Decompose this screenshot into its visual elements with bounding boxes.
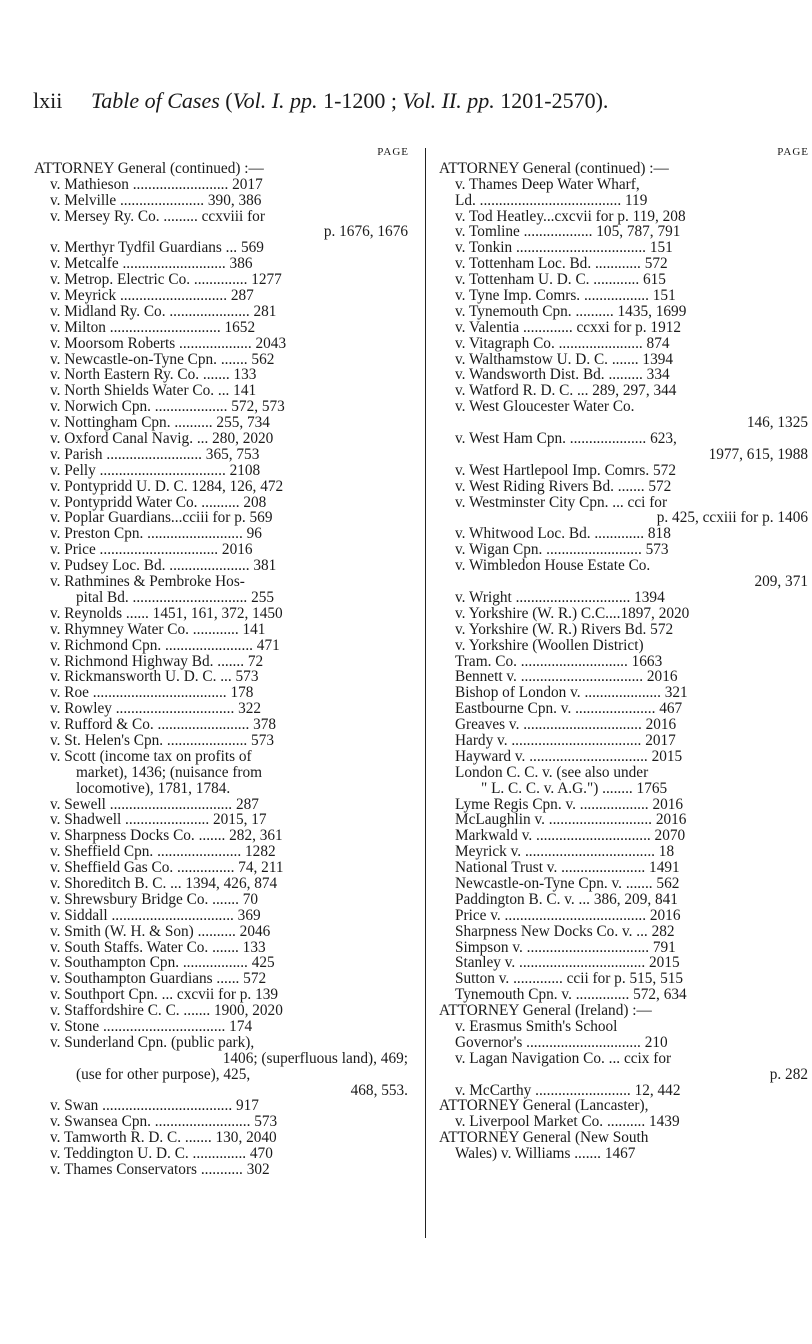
index-entry-line: pital Bd. .............................. 255	[76, 588, 275, 606]
index-entry-line: v. Merthyr Tydfil Guardians ... 569	[50, 239, 264, 257]
index-entry-line: 468, 553.	[350, 1081, 408, 1099]
index-entry-line: v. Sheffield Gas Co. ............... 74, 211	[50, 859, 284, 877]
index-entry-line: v. Southampton Cpn. ................. 425	[50, 954, 275, 972]
index-entry-line: locomotive), 1781, 1784.	[76, 779, 231, 797]
index-entry-line: Bishop of London v. .................... 321	[455, 684, 688, 702]
index-entry-line: v. Wright .............................. 1394	[455, 588, 665, 606]
index-entry-line: v. Valentia ............. ccxxi for p. 1912	[455, 318, 682, 336]
index-entry-line: v. Thames Deep Water Wharf,	[455, 175, 640, 193]
index-entry-line: v. Smith (W. H. & Son) .......... 2046	[50, 922, 271, 940]
index-entry-line: v. Pontypridd Water Co. .......... 208	[50, 493, 267, 511]
index-entry-line: National Trust v. ...................... 1491	[455, 859, 680, 877]
index-entry-line: v. Pontypridd U. D. C. 1284, 126, 472	[50, 477, 284, 495]
page-header	[33, 88, 773, 128]
index-entry-line: Simpson v. ................................ 791	[455, 938, 676, 956]
index-entry-line: v. Pelly ................................. 2108	[50, 461, 261, 479]
title-part: (	[219, 88, 233, 113]
index-entry-line: v. Metcalfe ........................... 386	[50, 255, 253, 273]
index-entry-line: v. Tyne Imp. Comrs. ................. 151	[455, 287, 676, 305]
index-entry-line: Hardy v. .................................. 2017	[455, 731, 676, 749]
index-entry-line: Sutton v. ............. ccii for p. 515, 515	[455, 970, 684, 988]
index-entry-line: Eastbourne Cpn. v. ..................... 467	[455, 700, 683, 718]
index-entry-line: Paddington B. C. v. ... 386, 209, 841	[455, 890, 678, 908]
index-entry-line: v. Walthamstow U. D. C. ....... 1394	[455, 350, 674, 368]
index-entry-line: Stanley v. ................................. 2015	[455, 954, 680, 972]
index-entry-line: p. 1676, 1676	[323, 223, 408, 241]
left-column	[34, 145, 412, 1178]
index-entry-line: v. Scott (income tax on profits of	[50, 747, 252, 765]
index-entry-line: Ld. ..................................... 119	[455, 191, 648, 209]
index-entry-line: v. Westminster City Cpn. ... cci for	[455, 493, 668, 511]
index-entry-line: London C. C. v. (see also under	[455, 763, 649, 781]
index-entry-line: Lyme Regis Cpn. v. .................. 2016	[455, 795, 684, 813]
index-entry-line: Meyrick v. .................................. 18	[455, 843, 675, 861]
index-entry-line: Governor's .............................. 210	[455, 1033, 668, 1051]
index-entry-line: Greaves v. ............................... 2016	[455, 716, 677, 734]
index-entry-line: (use for other purpose), 425,	[76, 1065, 251, 1083]
index-entry-line: v. Reynolds ...... 1451, 161, 372, 1450	[50, 604, 283, 622]
index-entry-line: v. Shrewsbury Bridge Co. ....... 70	[50, 890, 259, 908]
index-entry-line: v. North Shields Water Co. ... 141	[50, 382, 257, 400]
index-entry-line: p. 282	[769, 1065, 808, 1083]
index-entry-line: v. Sheffield Cpn. ...................... 1282	[50, 843, 276, 861]
index-entry-line: v. Stone ................................ 174	[50, 1017, 253, 1035]
index-entry-line: v. Thames Conservators ........... 302	[50, 1161, 270, 1178]
page-column-label: PAGE	[377, 146, 409, 158]
index-entry-line: v. Wandsworth Dist. Bd. ......... 334	[455, 366, 670, 384]
index-entry-line: v. Preston Cpn. ......................... 96	[50, 525, 262, 543]
index-entry-line: v. Wimbledon House Estate Co.	[455, 557, 651, 575]
index-entry-line: v. Rufford & Co. ........................ 378	[50, 716, 277, 734]
title-part: 1-1200 ;	[317, 88, 403, 113]
page-column-label: PAGE	[777, 146, 809, 158]
index-entry-line: v. Sewell ................................ 287	[50, 795, 259, 813]
index-entry-line: 209, 371	[754, 573, 808, 591]
index-entry-line: v. Moorsom Roberts ................... 2043	[50, 334, 287, 352]
index-entry-line: v. Richmond Cpn. ....................... 471	[50, 636, 280, 654]
index-entry-line: p. 425, ccxiii for p. 1406	[656, 509, 808, 527]
index-entry-line: 146, 1325	[746, 414, 808, 432]
index-entry-line: v. Oxford Canal Navig. ... 280, 2020	[50, 430, 274, 448]
index-entry-line: v. Parish ......................... 365, 753	[50, 445, 260, 463]
index-entry-line: v. Mersey Ry. Co. ......... ccxviii for	[50, 207, 265, 225]
index-entry-line: " L. C. C. v. A.G.") ........ 1765	[481, 779, 668, 797]
index-entry-line: Tynemouth Cpn. v. .............. 572, 634	[455, 986, 687, 1004]
index-entry-line: v. West Ham Cpn. .................... 623,	[455, 430, 677, 448]
index-entry-line: v. Mathieson ......................... 2017	[50, 175, 263, 193]
index-entry-line: v. Poplar Guardians...cciii for p. 569	[50, 509, 273, 527]
index-entry-line: 1406; (superfluous land), 469;	[222, 1049, 408, 1067]
index-entry-line: v. Tomline .................. 105, 787, 791	[455, 223, 681, 241]
index-entry-line: v. Erasmus Smith's School	[455, 1017, 618, 1035]
column-divider	[425, 148, 426, 1238]
index-entry-line: v. Tonkin .................................. 151	[455, 239, 673, 257]
index-entry-line: v. Norwich Cpn. ................... 572, 573	[50, 398, 285, 416]
index-entry-line: v. Yorkshire (W. R.) Rivers Bd. 572	[455, 620, 674, 638]
index-entry-line: v. Tynemouth Cpn. .......... 1435, 1699	[455, 302, 687, 320]
right-column	[439, 145, 812, 1162]
index-entry-line: v. Shoreditch B. C. ... 1394, 426, 874	[50, 874, 278, 892]
index-entry-line: v. Sharpness Docks Co. ....... 282, 361	[50, 827, 283, 845]
index-entry-line: v. Vitagraph Co. ...................... 874	[455, 334, 670, 352]
index-entry-line: Bennett v. ................................ 2016	[455, 668, 678, 686]
index-entry-line: v. Southampton Guardians ...... 572	[50, 970, 267, 988]
index-entry-line: v. Shadwell ...................... 2015, 17	[50, 811, 267, 829]
index-entry-line: 1977, 615, 1988	[708, 445, 808, 463]
index-entry-line: v. Whitwood Loc. Bd. ............. 818	[455, 525, 671, 543]
index-entry-line: v. Wigan Cpn. ......................... 573	[455, 541, 669, 559]
index-entry-line: v. Midland Ry. Co. ..................... 281	[50, 302, 277, 320]
index-entry-line: v. Rowley ............................... 322	[50, 700, 262, 718]
index-entry-line: v. Siddall ................................ 369	[50, 906, 261, 924]
index-entry-line: v. Melville ...................... 390, 386	[50, 191, 262, 209]
index-entry-line: v. Meyrick ............................ 287	[50, 287, 254, 305]
index-entry-line: v. Tamworth R. D. C. ....... 130, 2040	[50, 1129, 277, 1147]
index-entry-line: v. Southport Cpn. ... cxcvii for p. 139	[50, 986, 279, 1004]
index-entry-line: v. Watford R. D. C. ... 289, 297, 344	[455, 382, 677, 400]
index-entry-line: v. Pudsey Loc. Bd. ..................... 381	[50, 557, 277, 575]
index-entry-line: Price v. ..................................... 2016	[455, 906, 681, 924]
index-entry-line: v. West Riding Rivers Bd. ....... 572	[455, 477, 672, 495]
index-entry-line: v. Metrop. Electric Co. .............. 1277	[50, 271, 282, 289]
index-entry-line: Hayward v. ............................... 2015	[455, 747, 683, 765]
index-entry-line: ATTORNEY General (Lancaster),	[439, 1097, 649, 1115]
index-entry-line: v. Richmond Highway Bd. ....... 72	[50, 652, 264, 670]
index-entry-line: v. Liverpool Market Co. .......... 1439	[455, 1113, 680, 1131]
index-entry-line: ATTORNEY General (Ireland) :—	[439, 1002, 652, 1020]
index-entry-line: v. Swan .................................. 917	[50, 1097, 259, 1115]
index-entry-line: v. West Gloucester Water Co.	[455, 398, 635, 416]
index-entry-line: v. Lagan Navigation Co. ... ccix for	[455, 1049, 672, 1067]
index-entry-line: Wales) v. Williams ....... 1467	[455, 1145, 636, 1163]
index-entry-line: v. Tod Heatley...cxcvii for p. 119, 208	[455, 207, 686, 225]
running-title	[91, 88, 608, 114]
index-entry-line: McLaughlin v. ........................... 2016	[455, 811, 687, 829]
title-part: 1201-2570).	[494, 88, 609, 113]
index-entry-line: v. Rathmines & Pembroke Hos-	[50, 573, 245, 591]
index-entry-line: Sharpness New Docks Co. v. ... 282	[455, 922, 675, 940]
index-entry-line: v. Roe ................................... 178	[50, 684, 254, 702]
index-entry-line: market), 1436; (nuisance from	[76, 763, 263, 781]
title-part: Table of Cases	[91, 88, 220, 113]
index-entry-line: v. McCarthy ......................... 12, 442	[455, 1081, 681, 1099]
index-entry-line: Markwald v. .............................. 2070	[455, 827, 686, 845]
page-number: lxii	[33, 88, 63, 113]
index-entry-line: v. Teddington U. D. C. .............. 470	[50, 1145, 273, 1163]
index-entry-line: v. Yorkshire (Woollen District)	[455, 636, 644, 654]
index-entry-line: ATTORNEY General (continued) :—	[34, 159, 264, 177]
index-entry-line: v. Staffordshire C. C. ....... 1900, 2020	[50, 1002, 283, 1020]
title-part: Vol. I. pp.	[232, 88, 318, 113]
index-entry-line: v. South Staffs. Water Co. ....... 133	[50, 938, 266, 956]
index-entry-line: ATTORNEY General (continued) :—	[439, 159, 669, 177]
index-entry-line: v. Newcastle-on-Tyne Cpn. ....... 562	[50, 350, 275, 368]
index-entry-line: v. St. Helen's Cpn. ..................... 573	[50, 731, 274, 749]
index-entry-line: v. Swansea Cpn. ......................... 573	[50, 1113, 278, 1131]
index-entry-line: v. West Hartlepool Imp. Comrs. 572	[455, 461, 676, 479]
index-entry-line: Tram. Co. ............................ 1663	[455, 652, 663, 670]
index-entry-line: v. Tottenham Loc. Bd. ............ 572	[455, 255, 668, 273]
index-entry-line: v. Rhymney Water Co. ............ 141	[50, 620, 266, 638]
index-entry-line: v. Sunderland Cpn. (public park),	[50, 1033, 255, 1051]
title-part: Vol. II. pp.	[402, 88, 495, 113]
index-entry-line: v. Nottingham Cpn. .......... 255, 734	[50, 414, 270, 432]
index-entry-line: v. Price ............................... 2016	[50, 541, 253, 559]
index-entry-line: v. Rickmansworth U. D. C. ... 573	[50, 668, 259, 686]
index-entry-line: Newcastle-on-Tyne Cpn. v. ....... 562	[455, 874, 680, 892]
index-entry-line: v. North Eastern Ry. Co. ....... 133	[50, 366, 257, 384]
index-entry-line: v. Tottenham U. D. C. ............ 615	[455, 271, 666, 289]
index-entry-line: v. Yorkshire (W. R.) C.C....1897, 2020	[455, 604, 690, 622]
index-entry-line: ATTORNEY General (New South	[439, 1129, 649, 1147]
index-entry-line: v. Milton ............................. 1652	[50, 318, 256, 336]
